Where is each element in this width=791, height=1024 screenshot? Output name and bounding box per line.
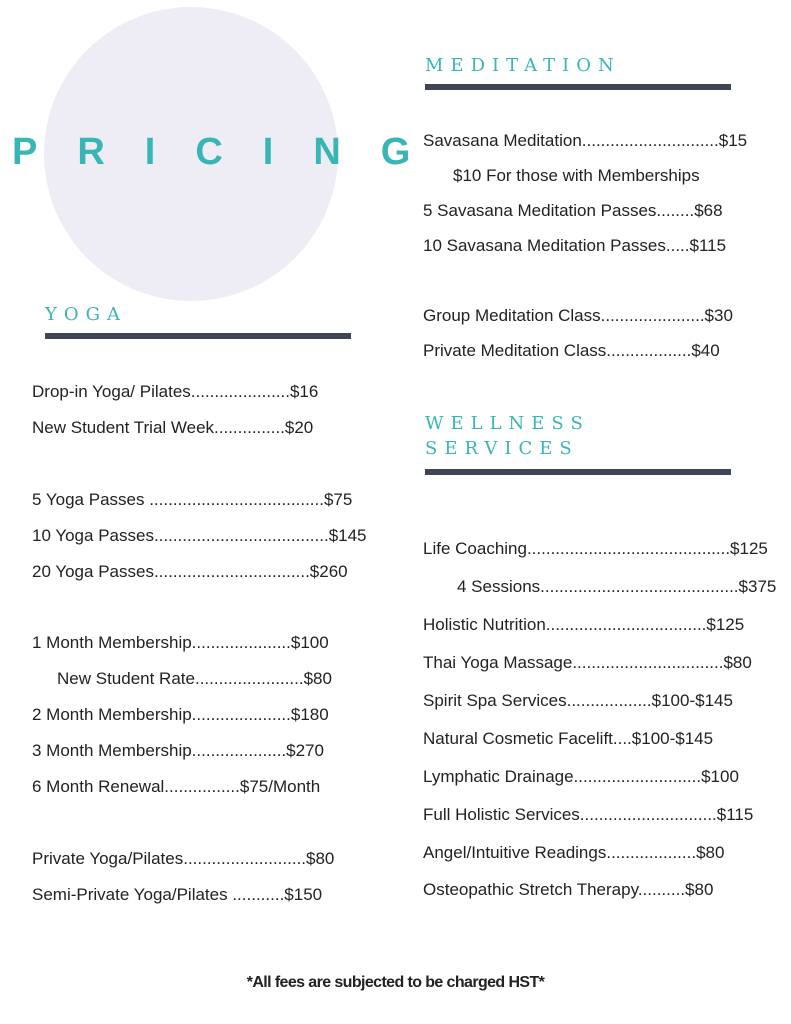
wellness-item-thai-yoga-massage: Thai Yoga Massage................................$80 xyxy=(423,653,752,672)
meditation-item-private-class: Private Meditation Class..................$40 xyxy=(423,341,720,360)
wellness-item-osteopathic: Osteopathic Stretch Therapy..........$80 xyxy=(423,880,714,899)
yoga-item-10-passes: 10 Yoga Passes.....................................$145 xyxy=(32,526,367,545)
wellness-heading-line2: SERVICES xyxy=(425,438,579,459)
wellness-item-angel-readings: Angel/Intuitive Readings...................$80 xyxy=(423,843,725,862)
meditation-item-group-class: Group Meditation Class......................$30 xyxy=(423,306,733,325)
wellness-item-life-coaching: Life Coaching...........................................$125 xyxy=(423,539,768,558)
wellness-divider xyxy=(425,469,731,475)
wellness-item-spirit-spa: Spirit Spa Services..................$100-$145 xyxy=(423,691,733,710)
page-title: PRICING xyxy=(12,131,451,173)
yoga-heading: YOGA xyxy=(45,304,128,325)
yoga-item-5-passes: 5 Yoga Passes .....................................$75 xyxy=(32,490,353,509)
wellness-item-holistic-nutrition: Holistic Nutrition..................................$125 xyxy=(423,615,745,634)
meditation-item-5-passes: 5 Savasana Meditation Passes........$68 xyxy=(423,201,723,220)
wellness-item-full-holistic: Full Holistic Services.............................$115 xyxy=(423,805,754,824)
yoga-item-trial-week: New Student Trial Week...............$20 xyxy=(32,418,314,437)
meditation-heading: MEDITATION xyxy=(425,55,621,76)
meditation-item-10-passes: 10 Savasana Meditation Passes.....$115 xyxy=(423,236,727,255)
yoga-item-semi-private: Semi-Private Yoga/Pilates ...........$150 xyxy=(32,885,323,904)
wellness-heading-line1: WELLNESS xyxy=(425,413,590,434)
yoga-divider xyxy=(45,333,351,339)
yoga-item-20-passes: 20 Yoga Passes.................................$260 xyxy=(32,562,348,581)
yoga-item-private: Private Yoga/Pilates..........................$80 xyxy=(32,849,335,868)
hst-footnote: *All fees are subjected to be charged HST* xyxy=(246,974,545,991)
yoga-item-2-month: 2 Month Membership.....................$180 xyxy=(32,705,329,724)
wellness-item-4-sessions: 4 Sessions..........................................$375 xyxy=(457,577,777,596)
wellness-item-lymphatic: Lymphatic Drainage...........................$100 xyxy=(423,767,739,786)
wellness-item-facelift: Natural Cosmetic Facelift....$100-$145 xyxy=(423,729,714,748)
meditation-divider xyxy=(425,84,731,90)
yoga-item-3-month: 3 Month Membership....................$270 xyxy=(32,741,324,760)
meditation-item-member-rate: $10 For those with Memberships xyxy=(453,166,700,185)
yoga-item-1-month: 1 Month Membership.....................$100 xyxy=(32,633,329,652)
yoga-item-drop-in: Drop-in Yoga/ Pilates.....................$16 xyxy=(32,382,319,401)
yoga-item-new-student-rate: New Student Rate.......................$80 xyxy=(57,669,332,688)
yoga-item-6-month-renewal: 6 Month Renewal................$75/Month xyxy=(32,777,321,796)
meditation-item-savasana: Savasana Meditation.............................$15 xyxy=(423,131,748,150)
